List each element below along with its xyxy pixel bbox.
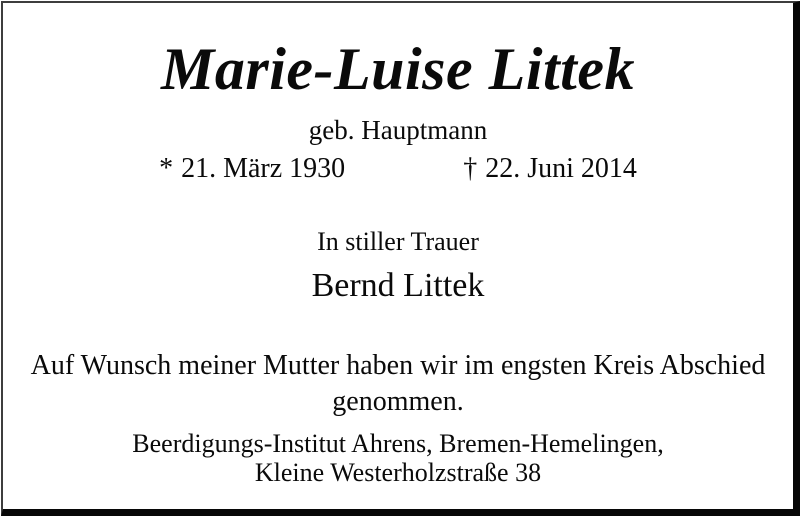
farewell-message-line-2: genommen. (332, 386, 464, 417)
deceased-name: Marie-Luise Littek (161, 36, 635, 102)
death-date (463, 153, 637, 185)
maiden-name: geb. Hauptmann (308, 115, 488, 145)
death-dagger-icon: † (463, 153, 478, 184)
birth-date (159, 153, 345, 185)
funeral-home-info (132, 429, 663, 487)
funeral-home-address: Kleine Westerholzstraße 38 (254, 458, 542, 487)
birth-date-text: 21. März 1930 (181, 153, 346, 184)
obituary-notice (1, 1, 800, 516)
funeral-home-name: Beerdigungs-Institut Ahrens, Bremen-Hemelingen, (132, 429, 664, 458)
obituary-content (3, 3, 793, 487)
farewell-message-line-1: Auf Wunsch meiner Mutter haben wir im engsten Kreis Abschied (30, 350, 766, 381)
death-date-text: 22. Juni 2014 (485, 153, 637, 184)
mourner-name: Bernd Littek (311, 267, 485, 304)
mourning-intro: In stiller Trauer (317, 227, 479, 256)
life-dates-row (159, 153, 637, 185)
birth-star-icon: * (159, 153, 174, 184)
farewell-message (31, 348, 766, 420)
